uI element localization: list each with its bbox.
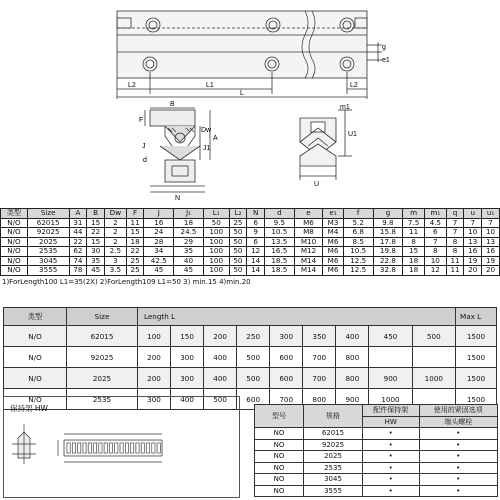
compat-row [255, 428, 498, 440]
compat-header-size: 规格 [304, 405, 363, 428]
spec-cell: M3 [323, 218, 344, 228]
dim-label-B: B [170, 101, 175, 108]
spec-cell: 78 [69, 266, 87, 276]
compat-header-type: 型号 [255, 405, 304, 428]
length-cell-value: 200 [204, 326, 237, 347]
spec-cell: 100 [203, 228, 229, 238]
rail-top-view-drawing [0, 0, 500, 102]
spec-cell: 6 [247, 218, 265, 228]
length-cell-type: N/O [4, 389, 67, 410]
spec-cell: 18 [403, 256, 425, 266]
dim-label-J: J [142, 143, 146, 150]
compat-cell-type: NO [255, 428, 304, 440]
compat-cell-screw: • [419, 428, 498, 440]
spec-cell: M6 [323, 247, 344, 257]
spec-header-cell: e₁ [323, 209, 344, 219]
compat-row [255, 485, 498, 497]
spec-cell: 50 [229, 228, 247, 238]
spec-header-cell: m [403, 209, 425, 219]
length-cell-value: 300 [138, 389, 171, 410]
spec-cell: 15.8 [373, 228, 403, 238]
holder-slot [120, 443, 123, 453]
spec-cell: 9 [247, 228, 265, 238]
spec-cell: 25 [229, 218, 247, 228]
spec-cell: M12 [294, 247, 323, 257]
spec-cell: 11 [446, 256, 464, 266]
holder-slot [125, 443, 128, 453]
length-cell-value: 100 [138, 326, 171, 347]
spec-cell: M10 [294, 237, 323, 247]
length-cell-value: 400 [204, 347, 237, 368]
compat-cell-holder: • [363, 474, 420, 486]
compat-cell-type: NO [255, 451, 304, 463]
spec-cell: 10.5 [343, 247, 373, 257]
compat-subheader-screw: 端头螺栓 [419, 416, 498, 428]
length-cell-value: 300 [171, 347, 204, 368]
spec-cell: 19.8 [373, 247, 403, 257]
compat-cell-screw: • [419, 462, 498, 474]
spec-cell: 15 [87, 218, 105, 228]
spec-cell: N/O [1, 247, 28, 257]
spec-cell: 15 [403, 247, 425, 257]
compat-cell-size: 2535 [304, 462, 363, 474]
spec-row [1, 218, 500, 228]
compat-row [255, 439, 498, 451]
spec-cell: 35 [174, 247, 204, 257]
spec-cell: 100 [203, 266, 229, 276]
length-cell-value: 500 [237, 347, 270, 368]
spec-header-cell: J₁ [174, 209, 204, 219]
spec-cell: 35 [87, 256, 105, 266]
compat-row [255, 474, 498, 486]
holder-slot [109, 443, 112, 453]
holder-slot [157, 443, 160, 453]
holder-slot [88, 443, 91, 453]
spec-cell: 40 [174, 256, 204, 266]
holder-slot [83, 443, 86, 453]
spec-header-cell: Dw [105, 209, 127, 219]
spec-cell: 7 [446, 218, 464, 228]
spec-cell: 12 [424, 266, 446, 276]
compat-table [254, 404, 498, 497]
spec-cell: 10.5 [265, 228, 295, 238]
spec-cell: 3.5 [105, 266, 127, 276]
length-cell-size: 62015 [67, 326, 138, 347]
spec-cell: 100 [203, 247, 229, 257]
spec-cell: 20 [464, 266, 482, 276]
spec-header-cell: d [265, 209, 295, 219]
spec-cell: 7 [446, 228, 464, 238]
spec-cell: N/O [1, 237, 28, 247]
length-cell-value: 500 [412, 326, 455, 347]
length-cell-type: N/O [4, 368, 67, 389]
spec-cell: 50 [203, 218, 229, 228]
length-row [4, 347, 497, 368]
spec-header-row [1, 209, 500, 219]
holder-slot [152, 443, 155, 453]
compat-header-holder: 配件保持架 [363, 405, 420, 417]
spec-cell: N/O [1, 256, 28, 266]
length-cell-value: 600 [270, 347, 303, 368]
spec-cell: 11 [126, 218, 144, 228]
holder-slot [131, 443, 134, 453]
dim-label-L2: L2 [128, 82, 136, 89]
spec-row [1, 256, 500, 266]
spec-cell: 74 [69, 256, 87, 266]
compat-cell-holder: • [363, 462, 420, 474]
compat-cell-type: NO [255, 462, 304, 474]
spec-cell: 10 [464, 228, 482, 238]
spec-table-body [1, 218, 500, 275]
length-cell-value: 700 [303, 368, 336, 389]
length-cell-value: 600 [237, 389, 270, 410]
spec-cell: 6.8 [343, 228, 373, 238]
compat-cell-size: 2025 [304, 451, 363, 463]
spec-cell: 22 [87, 228, 105, 238]
dim-label-L1: L1 [206, 82, 214, 89]
length-header-type: 类型 [4, 308, 67, 326]
compat-cell-type: NO [255, 474, 304, 486]
dim-label-A: A [213, 135, 218, 142]
spec-cell: 45 [87, 266, 105, 276]
spec-cell: 24 [144, 228, 174, 238]
compat-row [255, 462, 498, 474]
spec-cell: M14 [294, 266, 323, 276]
spec-header-cell: u₁ [482, 209, 500, 219]
spec-cell: N/O [1, 266, 28, 276]
spec-cell: M8 [294, 228, 323, 238]
length-cell-size: 92025 [67, 347, 138, 368]
holder-slot [94, 443, 97, 453]
compat-cell-screw: • [419, 451, 498, 463]
spec-cell: 7 [424, 237, 446, 247]
spec-cell: 16.5 [265, 247, 295, 257]
spec-header-cell: N [247, 209, 265, 219]
length-cell-value: 200 [138, 347, 171, 368]
length-cell-size: 2025 [67, 368, 138, 389]
spec-cell: 2 [105, 228, 127, 238]
dim-label-Dw: Dw [201, 127, 212, 134]
length-cell-value: 500 [204, 389, 237, 410]
holder-drawing [8, 420, 168, 470]
spec-cell: 22.8 [373, 256, 403, 266]
dim-label-L2-right: L2 [350, 82, 358, 89]
spec-row [1, 237, 500, 247]
spec-cell: 12 [247, 247, 265, 257]
length-cell-value: 150 [171, 326, 204, 347]
compat-table-body [255, 428, 498, 497]
length-cell-value: 600 [270, 368, 303, 389]
compat-cell-size: 92025 [304, 439, 363, 451]
holder-slot [99, 443, 102, 453]
spec-header-cell: u [464, 209, 482, 219]
spec-cell: 14 [247, 256, 265, 266]
holder-slot [67, 443, 70, 453]
holder-slot [78, 443, 81, 453]
spec-cell: 18 [174, 218, 204, 228]
holder-slot [115, 443, 118, 453]
spec-header-cell: e [294, 209, 323, 219]
spec-cell: 45 [174, 266, 204, 276]
spec-cell: 8 [424, 247, 446, 257]
compat-cell-holder: • [363, 428, 420, 440]
spec-row [1, 247, 500, 257]
length-cell-max: 1500 [456, 368, 497, 389]
length-cell-value: 800 [336, 368, 369, 389]
compat-header-screw: 使用的紧固选项 [419, 405, 498, 417]
spec-cell: 13 [464, 237, 482, 247]
spec-cell: 20 [482, 266, 500, 276]
spec-cell: 30 [87, 247, 105, 257]
length-cell-value: 350 [303, 326, 336, 347]
spec-cell: 15 [87, 237, 105, 247]
dim-label-e1: e1 [382, 57, 390, 64]
length-cell-type: N/O [4, 326, 67, 347]
spec-cell: 2535 [27, 247, 69, 257]
length-cell-max: 1500 [456, 347, 497, 368]
spec-cell: 25 [126, 256, 144, 266]
length-cell-value [369, 347, 412, 368]
dim-label-m1: m1 [340, 104, 350, 111]
length-cell-value: 400 [204, 368, 237, 389]
spec-cell: 100 [203, 237, 229, 247]
spec-cell: M6 [323, 266, 344, 276]
length-row [4, 368, 497, 389]
spec-header-cell: J [144, 209, 174, 219]
dim-label-U1: U1 [348, 131, 357, 138]
spec-cell: N/O [1, 218, 28, 228]
compat-cell-holder: • [363, 451, 420, 463]
spec-cell: 4.5 [424, 218, 446, 228]
spec-cell: 16 [482, 247, 500, 257]
spec-cell: 18 [403, 266, 425, 276]
dim-label-L: L [240, 90, 244, 97]
compat-row [255, 451, 498, 463]
spec-cell: 7.5 [403, 218, 425, 228]
spec-cell: 8.5 [343, 237, 373, 247]
spec-cell: 6 [247, 237, 265, 247]
compat-header-row [255, 405, 498, 417]
spec-header-cell: L₁ [203, 209, 229, 219]
spec-row [1, 266, 500, 276]
spec-cell: 2.5 [105, 247, 127, 257]
compat-cell-size: 62015 [304, 428, 363, 440]
spec-cell: 50 [229, 266, 247, 276]
spec-cell: 11 [446, 266, 464, 276]
length-cell-value: 900 [336, 389, 369, 410]
spec-row [1, 228, 500, 238]
length-cell-max: 1500 [456, 326, 497, 347]
holder-slot [104, 443, 107, 453]
length-cell-value: 700 [270, 389, 303, 410]
spec-cell: M6 [294, 218, 323, 228]
spec-cell: 2 [105, 218, 127, 228]
length-cell-value: 1000 [369, 389, 412, 410]
compat-cell-holder: • [363, 439, 420, 451]
length-cell-value: 250 [237, 326, 270, 347]
spec-header-cell: L₂ [229, 209, 247, 219]
spec-cell: 6 [424, 228, 446, 238]
compat-cell-type: NO [255, 439, 304, 451]
spec-cell: 17.8 [373, 237, 403, 247]
dim-label-J1: J1 [203, 145, 211, 152]
spec-cell: 32.8 [373, 266, 403, 276]
dim-label-g: g [382, 44, 386, 51]
holder-slot [136, 443, 139, 453]
spec-cell: 34 [144, 247, 174, 257]
spec-cell: 13.5 [265, 237, 295, 247]
spec-header-cell: f [343, 209, 373, 219]
spec-cell: 19 [482, 256, 500, 266]
compat-cell-size: 3045 [304, 474, 363, 486]
spec-cell: 2 [105, 237, 127, 247]
spec-header-cell: B [87, 209, 105, 219]
length-cell-size: 2535 [67, 389, 138, 410]
spec-cell: 19 [464, 256, 482, 266]
spec-cell: 7 [482, 218, 500, 228]
spec-cell: 62015 [27, 218, 69, 228]
spec-cell: 50 [229, 256, 247, 266]
dim-label-d: d [143, 157, 147, 164]
length-cell-max: 1500 [456, 389, 497, 410]
dim-label-U: U [314, 181, 320, 188]
spec-cell: 12.5 [343, 256, 373, 266]
spec-cell: 10 [424, 256, 446, 266]
length-table [3, 307, 497, 410]
spec-header-cell: q [446, 209, 464, 219]
length-cell-value: 700 [303, 347, 336, 368]
spec-cell: 100 [203, 256, 229, 266]
spec-cell: 3 [105, 256, 127, 266]
length-header-row [4, 308, 497, 326]
spec-cell: 18.5 [265, 256, 295, 266]
spec-cell: M14 [294, 256, 323, 266]
length-cell-value: 450 [369, 326, 412, 347]
compat-cell-screw: • [419, 474, 498, 486]
compat-cell-type: NO [255, 485, 304, 497]
holder-title: 保持架 HW [10, 404, 48, 413]
spec-cell: M4 [323, 228, 344, 238]
spec-cell: 2025 [27, 237, 69, 247]
spec-cell: 44 [69, 228, 87, 238]
spec-cell: 22 [69, 237, 87, 247]
spec-header-cell: A [69, 209, 87, 219]
spec-cell: 16 [464, 247, 482, 257]
spec-cell: 9.5 [265, 218, 295, 228]
spec-cell: 8 [446, 237, 464, 247]
spec-cell: 7 [464, 218, 482, 228]
rail-cross-section-drawing [0, 100, 500, 206]
spec-cell: 9.8 [373, 218, 403, 228]
length-header-length: Length L [138, 308, 456, 326]
spec-cell: N/O [1, 228, 28, 238]
spec-cell: 25 [126, 266, 144, 276]
spec-cell: 11 [403, 228, 425, 238]
length-cell-value: 400 [336, 326, 369, 347]
dim-label-N: N [175, 195, 181, 202]
holder-slot [72, 443, 75, 453]
length-row [4, 326, 497, 347]
length-cell-value: 800 [303, 389, 336, 410]
dim-label-F: F [139, 117, 144, 124]
spec-notes: 1)ForLength100 L1=35(2X) 2)ForLength109 L1=50 3) min.15 4)min.20 [2, 278, 251, 286]
spec-cell: 5.2 [343, 218, 373, 228]
compat-cell-screw: • [419, 485, 498, 497]
spec-cell: 3555 [27, 266, 69, 276]
spec-cell: 18.5 [265, 266, 295, 276]
spec-cell: 92025 [27, 228, 69, 238]
spec-cell: 3045 [27, 256, 69, 266]
spec-cell: 10 [482, 228, 500, 238]
compat-subheader-holder: HW [363, 416, 420, 428]
compat-cell-size: 3555 [304, 485, 363, 497]
length-header-max: Max L [456, 308, 497, 326]
spec-cell: 31 [69, 218, 87, 228]
spec-cell: 24.5 [174, 228, 204, 238]
holder-slot [141, 443, 144, 453]
holder-slot [147, 443, 150, 453]
spec-cell: 8 [446, 247, 464, 257]
compat-cell-holder: • [363, 485, 420, 497]
spec-table [0, 208, 500, 276]
spec-cell: 29 [174, 237, 204, 247]
length-cell-value: 200 [138, 368, 171, 389]
compat-cell-screw: • [419, 439, 498, 451]
spec-cell: M6 [323, 237, 344, 247]
spec-header-cell: F [126, 209, 144, 219]
length-cell-value: 500 [237, 368, 270, 389]
length-cell-value: 300 [171, 368, 204, 389]
spec-cell: 12.5 [343, 266, 373, 276]
spec-cell: 50 [229, 247, 247, 257]
spec-header-cell: m₁ [424, 209, 446, 219]
length-cell-value: 1000 [412, 368, 455, 389]
spec-cell: 45 [144, 266, 174, 276]
length-header-size: Size [67, 308, 138, 326]
spec-cell: 14 [247, 266, 265, 276]
spec-cell: 42.5 [144, 256, 174, 266]
spec-cell: 18 [126, 237, 144, 247]
length-cell-value: 300 [270, 326, 303, 347]
spec-cell: M6 [323, 256, 344, 266]
spec-cell: 13 [482, 237, 500, 247]
spec-cell: 22 [126, 247, 144, 257]
spec-header-cell: 类型 [1, 209, 28, 219]
length-cell-value [412, 347, 455, 368]
spec-cell: 28 [144, 237, 174, 247]
spec-cell: 62 [69, 247, 87, 257]
length-cell-value: 400 [171, 389, 204, 410]
spec-header-cell: g [373, 209, 403, 219]
length-cell-type: N/O [4, 347, 67, 368]
spec-cell: 15 [126, 228, 144, 238]
spec-cell: 16 [144, 218, 174, 228]
spec-header-cell: Size [27, 209, 69, 219]
length-cell-value: 800 [336, 347, 369, 368]
spec-cell: 8 [403, 237, 425, 247]
spec-cell: 50 [229, 237, 247, 247]
length-cell-value: 900 [369, 368, 412, 389]
